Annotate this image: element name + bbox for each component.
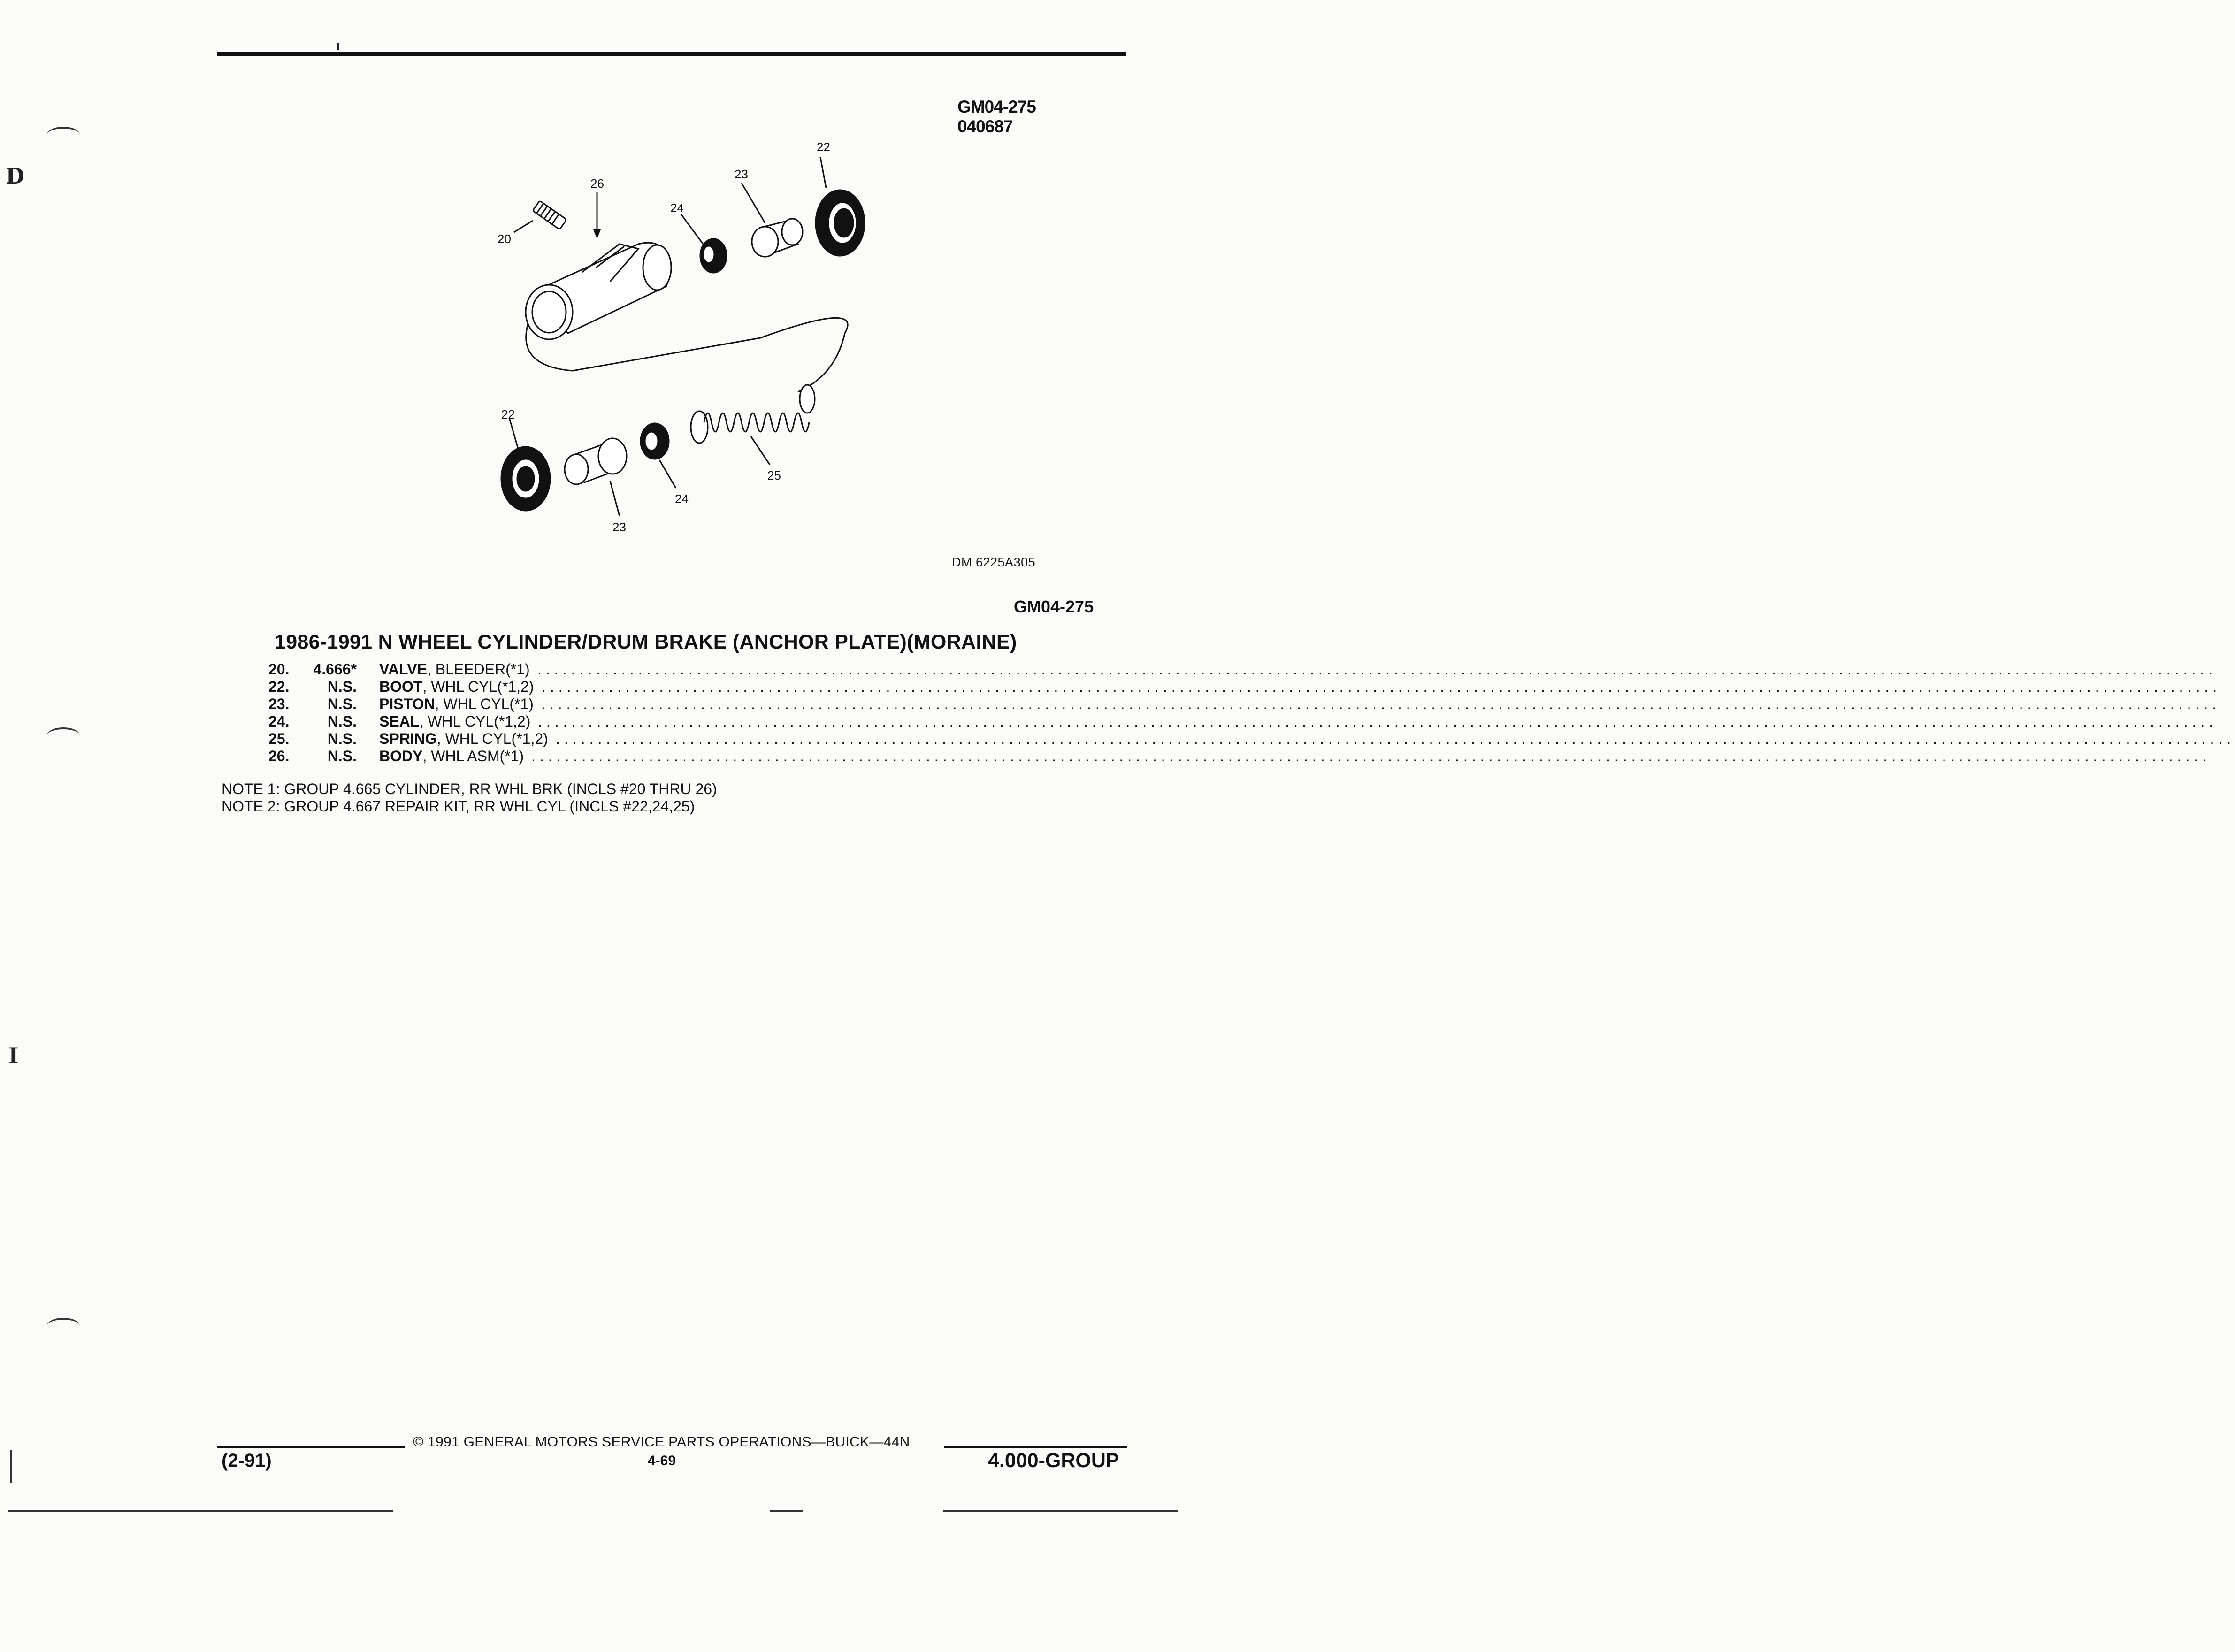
bleeder-valve-drawing — [533, 201, 566, 229]
part-name-cell — [379, 713, 530, 730]
leader-25 — [751, 436, 770, 465]
part-name: SEAL — [379, 713, 420, 730]
figure-code: GM04-275 — [957, 97, 1036, 116]
leader-24-top — [681, 214, 703, 244]
dot-leader: ........................................................................................................................................................................................................ — [538, 713, 2218, 730]
part-name-cell — [379, 748, 524, 765]
spring-drawing — [691, 385, 815, 443]
part-name-cell — [379, 678, 534, 696]
leader-22-top — [820, 157, 826, 188]
part-description: , WHL ASM(*1) — [422, 748, 524, 765]
leader-23-bottom — [610, 481, 620, 516]
part-name-cell — [379, 730, 548, 748]
part-group: N.S. — [327, 748, 357, 765]
callout-22-top: 22 — [817, 140, 830, 154]
part-name: PISTON — [379, 696, 435, 712]
leader-20 — [514, 221, 533, 232]
section-title: 1986-1991 N WHEEL CYLINDER/DRUM BRAKE (ANCHOR PLATE)(MORAINE) — [275, 631, 1017, 653]
part-description: , WHL CYL(*1,2) — [422, 678, 534, 695]
drawing-code: DM 6225A305 — [952, 555, 1036, 569]
part-name: BODY — [379, 748, 423, 765]
part-description: , WHL CYL(*1,2) — [419, 713, 531, 730]
part-number: 20. — [268, 661, 290, 678]
part-group: 4.666* — [313, 661, 357, 678]
part-name: VALVE — [379, 661, 427, 678]
leader-22-bottom — [509, 418, 519, 451]
part-name: SPRING — [379, 730, 437, 747]
part-group: N.S. — [327, 730, 357, 747]
note-line: NOTE 2: GROUP 4.667 REPAIR KIT, RR WHL CYL (INCLS #22,24,25) — [222, 798, 695, 815]
callout-23-bottom: 23 — [612, 520, 626, 534]
dot-leader: ........................................................................................................................................................................................................ — [531, 748, 2211, 765]
margin-letter-d: D — [6, 163, 24, 189]
footer-rule-left — [217, 1446, 405, 1448]
seal-top-drawing — [700, 239, 727, 273]
dot-leader: ........................................................................................................................................................................................................ — [556, 730, 2235, 747]
part-row — [263, 730, 2235, 748]
part-row — [263, 713, 2218, 730]
part-row — [263, 661, 2217, 678]
figure-date-code: 040687 — [957, 117, 1013, 136]
part-name-cell — [379, 696, 534, 713]
top-rule — [217, 52, 1126, 56]
callout-26: 26 — [590, 176, 604, 191]
part-row — [263, 748, 2211, 765]
margin-letter-i: I — [8, 1043, 19, 1068]
callout-22-bottom: 22 — [501, 407, 515, 421]
part-number: 22. — [268, 678, 290, 695]
callout-24-top: 24 — [670, 201, 684, 215]
dot-leader: ........................................................................................................................................................................................................ — [541, 696, 2221, 712]
margin-arc-3 — [47, 1318, 80, 1334]
part-name-cell — [379, 661, 530, 678]
callout-24-bottom: 24 — [675, 492, 689, 506]
part-number: 24. — [268, 713, 290, 730]
bottom-rule-left — [8, 1510, 393, 1512]
part-group: N.S. — [327, 678, 357, 695]
bottom-rule-right — [943, 1510, 1178, 1512]
footer-date: (2-91) — [222, 1450, 272, 1471]
footer-copyright: © 1991 GENERAL MOTORS SERVICE PARTS OPERATIONS—BUICK—44N — [413, 1434, 910, 1450]
parts-list — [263, 661, 2235, 765]
dot-leader: ........................................................................................................................................................................................................ — [542, 678, 2221, 695]
part-row — [263, 678, 2221, 696]
callout-20: 20 — [498, 232, 511, 246]
part-description: , WHL CYL(*1) — [435, 696, 534, 712]
part-number: 23. — [268, 696, 290, 712]
part-name: BOOT — [379, 678, 423, 695]
cylinder-body-drawing — [526, 243, 671, 339]
notes-block — [222, 780, 717, 815]
part-description: , WHL CYL(*1,2) — [436, 730, 548, 747]
part-group: N.S. — [327, 696, 357, 712]
figure-code-block — [957, 97, 1036, 137]
seal-bottom-drawing — [641, 423, 669, 459]
leader-24-bottom — [659, 460, 676, 488]
piston-top-drawing — [752, 219, 803, 257]
callout-25: 25 — [767, 468, 781, 482]
piston-bottom-drawing — [565, 438, 627, 484]
part-description: , BLEEDER(*1) — [427, 661, 530, 678]
note-line: NOTE 1: GROUP 4.665 CYLINDER, RR WHL BRK (INCLS #20 THRU 26) — [222, 780, 717, 797]
footer-page-number: 4-69 — [648, 1453, 676, 1468]
part-row — [263, 696, 2221, 713]
bottom-rule-mid — [770, 1510, 803, 1512]
boot-top-drawing — [816, 190, 865, 256]
top-tick-mark — [337, 43, 339, 50]
part-number: 25. — [268, 730, 290, 747]
part-number: 26. — [268, 748, 290, 765]
leader-23-top — [742, 183, 765, 223]
callout-23-top: 23 — [735, 167, 748, 181]
wheel-cylinder-diagram — [479, 131, 901, 544]
footer-group: 4.000-GROUP — [988, 1449, 1119, 1472]
margin-arc-1 — [47, 127, 80, 143]
margin-arc-2 — [47, 727, 80, 743]
dot-leader: ........................................................................................................................................................................................................ — [537, 661, 2217, 678]
boot-bottom-drawing — [501, 447, 550, 511]
group-code: GM04-275 — [1014, 597, 1094, 616]
footer-rule-right — [944, 1446, 1127, 1448]
margin-bar — [10, 1450, 12, 1483]
part-group: N.S. — [327, 713, 357, 730]
